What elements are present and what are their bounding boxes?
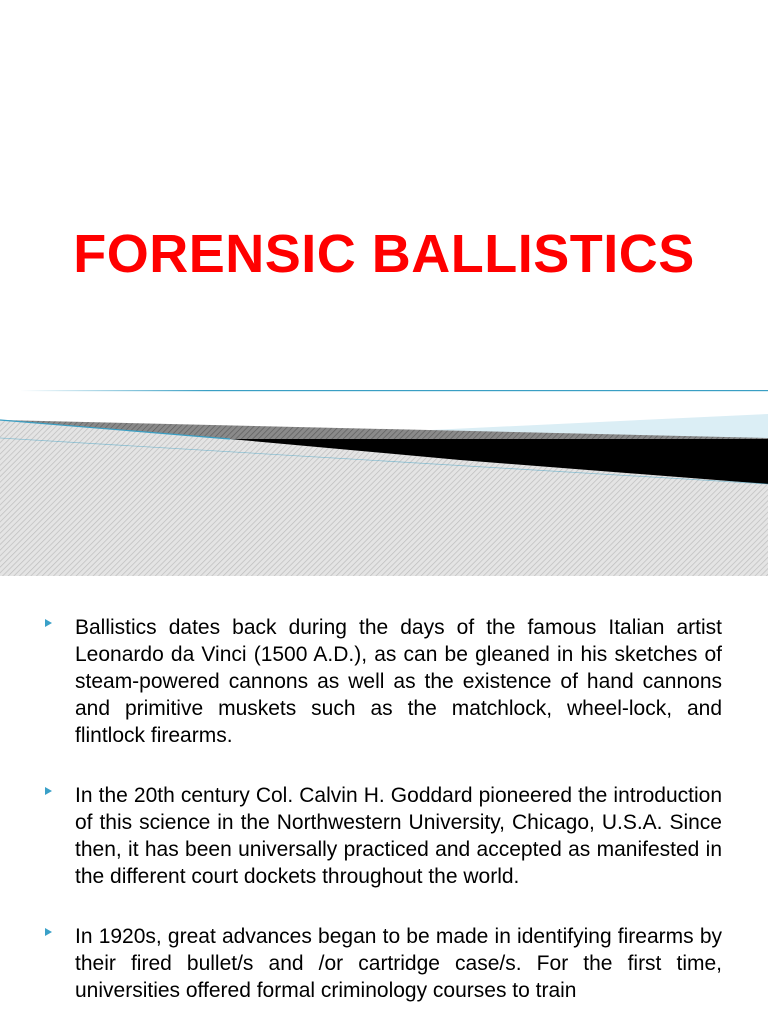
decorative-stripe-graphic <box>0 380 768 576</box>
bullet-list <box>0 614 768 1024</box>
accent-line <box>20 390 768 391</box>
list-item <box>0 614 768 749</box>
bullet-text: Ballistics dates back during the days of the famous Italian artist Leonardo da Vinci (1500 A.D.), as can be gleaned in his sketches of steam-powered cannons as well as the existence of hand cannons and primitive muskets such as the matchlock, wheel-lock, and flintlock firearms. <box>75 616 722 747</box>
bullet-text: In 1920s, great advances began to be made in identifying firearms by their fired bullet/s and /or cartridge case/s. For the first time, universities offered formal criminology courses to train <box>75 925 722 1002</box>
bullet-text: In the 20th century Col. Calvin H. Goddard pioneered the introduction of this science in the Northwestern University, Chicago, U.S.A. Since then, it has been universally practiced and accepted as manifested in the different court dockets throughout the world. <box>75 784 722 888</box>
bullet-arrow-icon <box>45 619 52 627</box>
bullet-arrow-icon <box>45 787 52 795</box>
content-slide <box>0 576 768 1024</box>
bullet-arrow-icon <box>45 928 52 936</box>
slide-title: FORENSIC BALLISTICS <box>73 224 695 284</box>
list-item <box>0 782 768 890</box>
list-item <box>0 923 768 1004</box>
